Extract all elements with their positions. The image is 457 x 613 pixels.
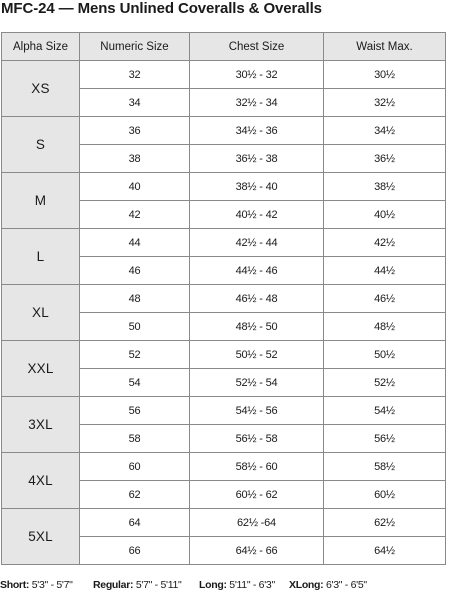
legend-regular: Regular: 5'7" - 5'11" bbox=[93, 579, 182, 591]
numeric-size-cell: 66 bbox=[80, 537, 190, 565]
waist-max-cell: 42½ bbox=[324, 229, 446, 257]
alpha-size-cell: 4XL bbox=[2, 453, 80, 509]
header-chest-size: Chest Size bbox=[190, 33, 324, 61]
waist-max-cell: 56½ bbox=[324, 425, 446, 453]
legend-xlong: XLong: 6'3" - 6'5" bbox=[289, 579, 367, 591]
chest-size-cell: 48½ - 50 bbox=[190, 313, 324, 341]
chest-size-cell: 58½ - 60 bbox=[190, 453, 324, 481]
table-row bbox=[2, 173, 446, 201]
numeric-size-cell: 44 bbox=[80, 229, 190, 257]
chest-size-cell: 44½ - 46 bbox=[190, 257, 324, 285]
header-numeric-size: Numeric Size bbox=[80, 33, 190, 61]
waist-max-cell: 36½ bbox=[324, 145, 446, 173]
chest-size-cell: 32½ - 34 bbox=[190, 89, 324, 117]
alpha-size-cell: XS bbox=[2, 61, 80, 117]
numeric-size-cell: 52 bbox=[80, 341, 190, 369]
chest-size-cell: 52½ - 54 bbox=[190, 369, 324, 397]
table-row bbox=[2, 397, 446, 425]
header-waist-max: Waist Max. bbox=[324, 33, 446, 61]
chest-size-cell: 38½ - 40 bbox=[190, 173, 324, 201]
numeric-size-cell: 50 bbox=[80, 313, 190, 341]
waist-max-cell: 32½ bbox=[324, 89, 446, 117]
chest-size-cell: 64½ - 66 bbox=[190, 537, 324, 565]
numeric-size-cell: 40 bbox=[80, 173, 190, 201]
numeric-size-cell: 36 bbox=[80, 117, 190, 145]
alpha-size-cell: XXL bbox=[2, 341, 80, 397]
table-row bbox=[2, 341, 446, 369]
chest-size-cell: 30½ - 32 bbox=[190, 61, 324, 89]
table-row bbox=[2, 453, 446, 481]
numeric-size-cell: 64 bbox=[80, 509, 190, 537]
waist-max-cell: 48½ bbox=[324, 313, 446, 341]
legend-short: Short: 5'3" - 5'7" bbox=[0, 579, 73, 591]
chest-size-cell: 42½ - 44 bbox=[190, 229, 324, 257]
numeric-size-cell: 48 bbox=[80, 285, 190, 313]
header-row bbox=[2, 33, 446, 61]
numeric-size-cell: 54 bbox=[80, 369, 190, 397]
chest-size-cell: 60½ - 62 bbox=[190, 481, 324, 509]
size-chart-table bbox=[1, 32, 446, 565]
table-row bbox=[2, 509, 446, 537]
chest-size-cell: 54½ - 56 bbox=[190, 397, 324, 425]
waist-max-cell: 30½ bbox=[324, 61, 446, 89]
numeric-size-cell: 62 bbox=[80, 481, 190, 509]
numeric-size-cell: 42 bbox=[80, 201, 190, 229]
table-row bbox=[2, 117, 446, 145]
waist-max-cell: 50½ bbox=[324, 341, 446, 369]
alpha-size-cell: 3XL bbox=[2, 397, 80, 453]
numeric-size-cell: 56 bbox=[80, 397, 190, 425]
chest-size-cell: 40½ - 42 bbox=[190, 201, 324, 229]
numeric-size-cell: 58 bbox=[80, 425, 190, 453]
numeric-size-cell: 34 bbox=[80, 89, 190, 117]
waist-max-cell: 54½ bbox=[324, 397, 446, 425]
alpha-size-cell: XL bbox=[2, 285, 80, 341]
legend-long: Long: 5'11" - 6'3" bbox=[199, 579, 275, 591]
alpha-size-cell: S bbox=[2, 117, 80, 173]
numeric-size-cell: 46 bbox=[80, 257, 190, 285]
waist-max-cell: 44½ bbox=[324, 257, 446, 285]
waist-max-cell: 34½ bbox=[324, 117, 446, 145]
size-rows bbox=[2, 61, 446, 565]
chest-size-cell: 46½ - 48 bbox=[190, 285, 324, 313]
chest-size-cell: 56½ - 58 bbox=[190, 425, 324, 453]
table-row bbox=[2, 285, 446, 313]
waist-max-cell: 60½ bbox=[324, 481, 446, 509]
waist-max-cell: 38½ bbox=[324, 173, 446, 201]
chest-size-cell: 62½ -64 bbox=[190, 509, 324, 537]
alpha-size-cell: 5XL bbox=[2, 509, 80, 565]
table-row bbox=[2, 61, 446, 89]
numeric-size-cell: 32 bbox=[80, 61, 190, 89]
waist-max-cell: 46½ bbox=[324, 285, 446, 313]
waist-max-cell: 52½ bbox=[324, 369, 446, 397]
alpha-size-cell: L bbox=[2, 229, 80, 285]
chest-size-cell: 50½ - 52 bbox=[190, 341, 324, 369]
numeric-size-cell: 60 bbox=[80, 453, 190, 481]
alpha-size-cell: M bbox=[2, 173, 80, 229]
waist-max-cell: 58½ bbox=[324, 453, 446, 481]
numeric-size-cell: 38 bbox=[80, 145, 190, 173]
table-row bbox=[2, 229, 446, 257]
chest-size-cell: 34½ - 36 bbox=[190, 117, 324, 145]
waist-max-cell: 64½ bbox=[324, 537, 446, 565]
chest-size-cell: 36½ - 38 bbox=[190, 145, 324, 173]
waist-max-cell: 62½ bbox=[324, 509, 446, 537]
header-alpha-size: Alpha Size bbox=[2, 33, 80, 61]
page-title: MFC-24 — Mens Unlined Coveralls & Overalls bbox=[1, 0, 322, 17]
waist-max-cell: 40½ bbox=[324, 201, 446, 229]
